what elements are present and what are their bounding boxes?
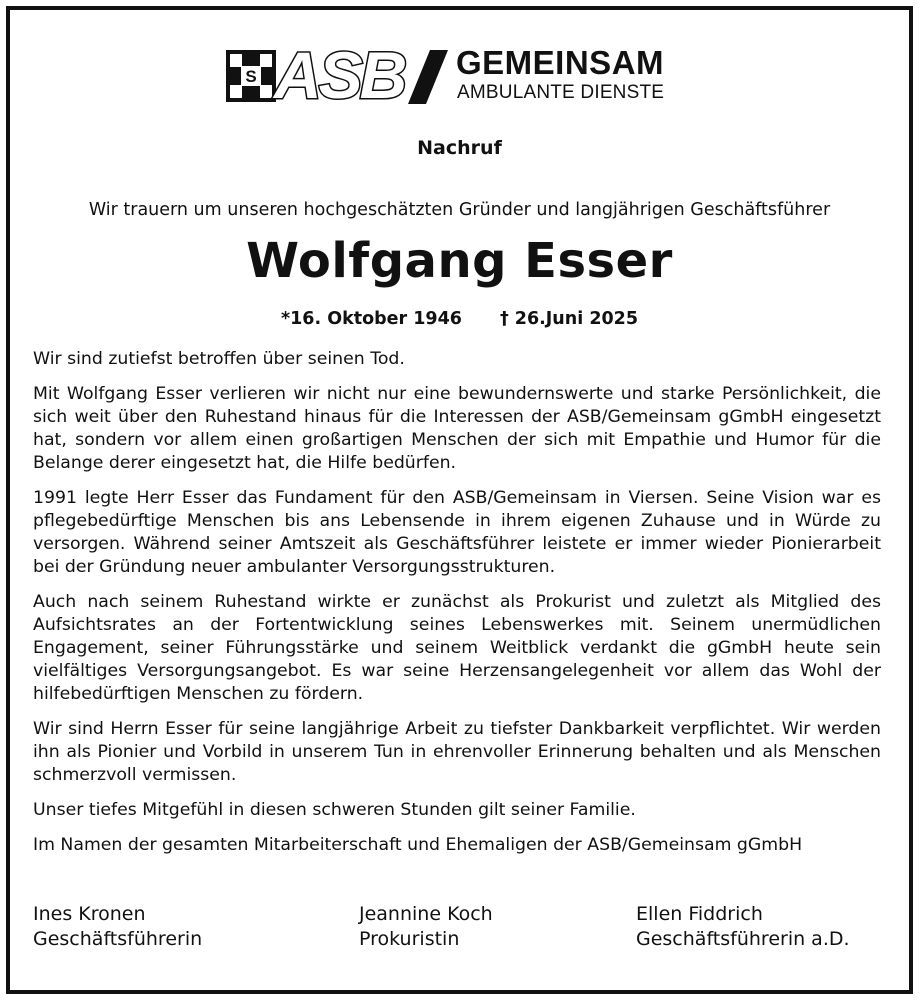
logo-subtitle: AMBULANTE DIENSTE xyxy=(457,82,665,103)
logo-badge-letter: S xyxy=(245,67,257,86)
paragraph: Im Namen der gesamten Mitarbeiterschaft und Ehemaligen der ASB/Gemeinsam gGmbH xyxy=(33,835,803,855)
signatory-1 xyxy=(33,902,202,952)
paragraph: 1991 legte Herr Esser das Fundament für den ASB/Gemeinsam in Viersen. Seine Vision war es pflegebedürftige Menschen bis ans Lebensende in ihrem eigenen Zuhause und in Würde zu versorgen. Während seiner Amtszeit als Geschäftsführer leistete er immer wieder Pionierarbeit bei der Gründung neuer ambulanter Versorgungsstrukturen. xyxy=(33,488,881,577)
paragraph: Wir sind zutiefst betroffen über seinen Tod. xyxy=(33,349,405,369)
logo-brand-text: ASB xyxy=(274,38,405,112)
paragraph: Unser tiefes Mitgefühl in diesen schweren Stunden gilt seiner Familie. xyxy=(33,800,636,820)
signatory-name: Ines Kronen xyxy=(33,903,146,925)
signatory-2 xyxy=(359,902,493,952)
notice-heading: Nachruf xyxy=(417,137,502,159)
intro-line: Wir trauern um unseren hochgeschätzten Gründer und langjährigen Geschäftsführer xyxy=(88,200,831,220)
deceased-name: Wolfgang Esser xyxy=(246,233,673,289)
signatory-role: Geschäftsführerin xyxy=(33,928,203,950)
life-dates xyxy=(0,307,919,331)
paragraph: Mit Wolfgang Esser verlieren wir nicht nur eine bewundernswerte und starke Persönlichkeit, die sich weit über den Ruhestand hinaus für die Interessen der ASB/Gemeinsam gGmbH eingesetzt hat, sondern vor allem einen großartigen Menschen der sich mit Empathie und Humor für die Belange derer eingesetzt hat, die Hilfe bedürfen. xyxy=(33,384,881,473)
paragraph: Wir sind Herrn Esser für seine langjährige Arbeit zu tiefster Dankbarkeit verpflichtet. Wir werden ihn als Pionier und Vorbild in unserem Tun in ehrenvoller Erinnerung behalten und als Menschen schmerzvoll vermissen. xyxy=(33,719,881,785)
signatory-role: Geschäftsführerin a.D. xyxy=(636,928,850,950)
signatory-name: Ellen Fiddrich xyxy=(636,903,763,925)
logo-title: GEMEINSAM xyxy=(456,44,665,81)
death-date: † 26.Juni 2025 xyxy=(499,309,639,329)
logo-slash-mark xyxy=(408,50,448,104)
birth-date: *16. Oktober 1946 xyxy=(280,309,462,329)
asb-gemeinsam-logo xyxy=(224,38,694,112)
samaritan-cross-icon xyxy=(226,50,276,102)
signatory-role: Prokuristin xyxy=(359,928,460,950)
signatory-3 xyxy=(636,902,850,952)
obituary-text xyxy=(33,348,881,869)
signatory-name: Jeannine Koch xyxy=(359,903,493,925)
paragraph: Auch nach seinem Ruhestand wirkte er zunächst als Prokurist und zuletzt als Mitglied des Aufsichtsrates an der Fortentwicklung seines Lebenswerkes mit. Seinem unermüdlichen Engagement, seiner Führungsstärke und seinem Weitblick verdankt die gGmbH heute sein vielfältiges Versorgungsangebot. Es war seine Herzensangelegenheit vor allem das Wohl der hilfebedürftigen Menschen zu fördern. xyxy=(33,592,881,704)
